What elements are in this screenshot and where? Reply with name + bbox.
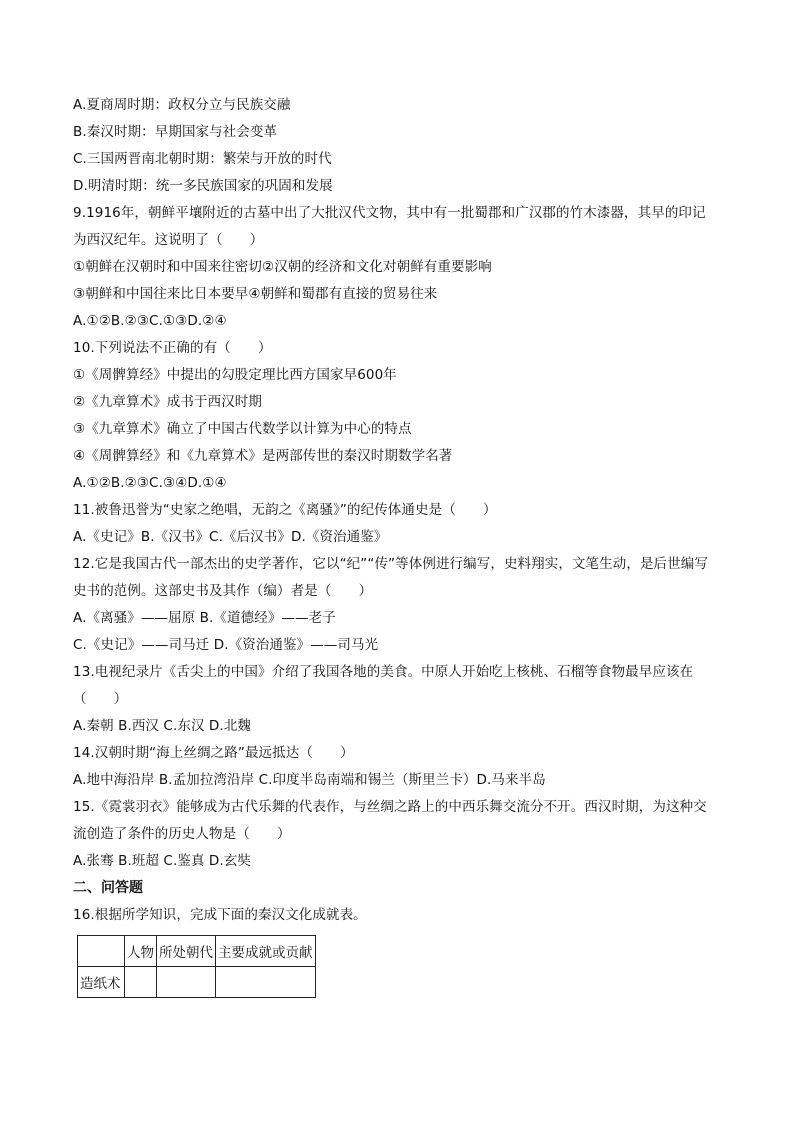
question-11-stem: 11.被鲁迅誉为“史家之绝唱，无韵之《离骚》”的纪传体通史是（ ） [73,502,497,518]
statement-line: ④《周髀算经》和《九章算术》是两部传世的秦汉时期数学名著 [73,448,453,464]
table-cell: 造纸术 [78,967,125,998]
question-12-stem-cont: 史书的范例。这部史书及其作（编）者是（ ） [73,583,373,599]
table-cell[interactable] [216,967,316,998]
statement-line: ③朝鲜和中国往来比日本要早④朝鲜和蜀郡有直接的贸易往来 [73,286,438,302]
question-12-options: C.《史记》——司马迁 D.《资治通鉴》——司马光 [73,637,379,653]
question-9-options: A.①②B.②③C.①③D.②④ [73,313,227,329]
table-header-cell: 所处朝代 [157,936,216,967]
question-15-stem: 15.《霓裳羽衣》能够成为古代乐舞的代表作，与丝绸之路上的中西乐舞交流分不开。西汉时期，为这种交 [73,799,707,815]
question-10-stem: 10.下列说法不正确的有（ ） [73,340,272,356]
table-header-cell [78,936,125,967]
option-line: C.三国两晋南北朝时期：繁荣与开放的时代 [73,151,332,167]
table-header-cell: 主要成就或贡献 [216,936,316,967]
achievement-table [77,935,316,998]
question-13-options: A.秦朝 B.西汉 C.东汉 D.北魏 [73,718,252,734]
option-line: A.夏商周时期：政权分立与民族交融 [73,97,291,113]
question-13-stem-cont: （ ） [73,691,128,707]
section-title: 二、问答题 [73,880,143,896]
table-cell[interactable] [157,967,216,998]
question-14-stem: 14.汉朝时期“海上丝绸之路”最远抵达（ ） [73,745,354,761]
statement-line: ②《九章算术》成书于西汉时期 [73,394,263,410]
table-cell[interactable] [125,967,157,998]
question-11-options: A.《史记》B.《汉书》C.《后汉书》D.《资治通鉴》 [73,529,388,545]
question-12-stem: 12.它是我国古代一部杰出的史学著作，它以“纪”“传”等体例进行编写，史料翔实，文笔生动，是后世编写 [73,556,708,572]
question-13-stem: 13.电视纪录片《舌尖上的中国》介绍了我国各地的美食。中原人开始吃上核桃、石榴等食物最早应该在 [73,664,694,680]
table-header-cell: 人物 [125,936,157,967]
question-15-options: A.张骞 B.班超 C.鉴真 D.玄奘 [73,853,252,869]
question-12-options: A.《离骚》——屈原 B.《道德经》——老子 [73,610,336,626]
question-9-stem: 9.1916年，朝鲜平壤附近的古墓中出了大批汉代文物，其中有一批蜀郡和广汉郡的竹木漆器，其早的印记 [73,205,706,221]
question-16-stem: 16.根据所学知识，完成下面的秦汉文化成就表。 [73,907,367,923]
question-content [73,92,723,998]
statement-line: ①《周髀算经》中提出的勾股定理比西方国家早600年 [73,367,397,383]
statement-line: ①朝鲜在汉朝时和中国来往密切②汉朝的经济和文化对朝鲜有重要影响 [73,259,492,275]
question-15-stem-cont: 流创造了条件的历史人物是（ ） [73,826,291,842]
statement-line: ③《九章算术》确立了中国古代数学以计算为中心的特点 [73,421,412,437]
table-row [78,967,316,998]
question-10-options: A.①②B.②③C.③④D.①④ [73,475,227,491]
question-14-options: A.地中海沿岸 B.孟加拉湾沿岸 C.印度半岛南端和锡兰（斯里兰卡）D.马来半岛 [73,772,546,788]
option-line: B.秦汉时期：早期国家与社会变革 [73,124,278,140]
table-header-row [78,936,316,967]
question-9-stem-cont: 为西汉纪年。这说明了（ ） [73,232,264,248]
option-line: D.明清时期：统一多民族国家的巩固和发展 [73,178,333,194]
